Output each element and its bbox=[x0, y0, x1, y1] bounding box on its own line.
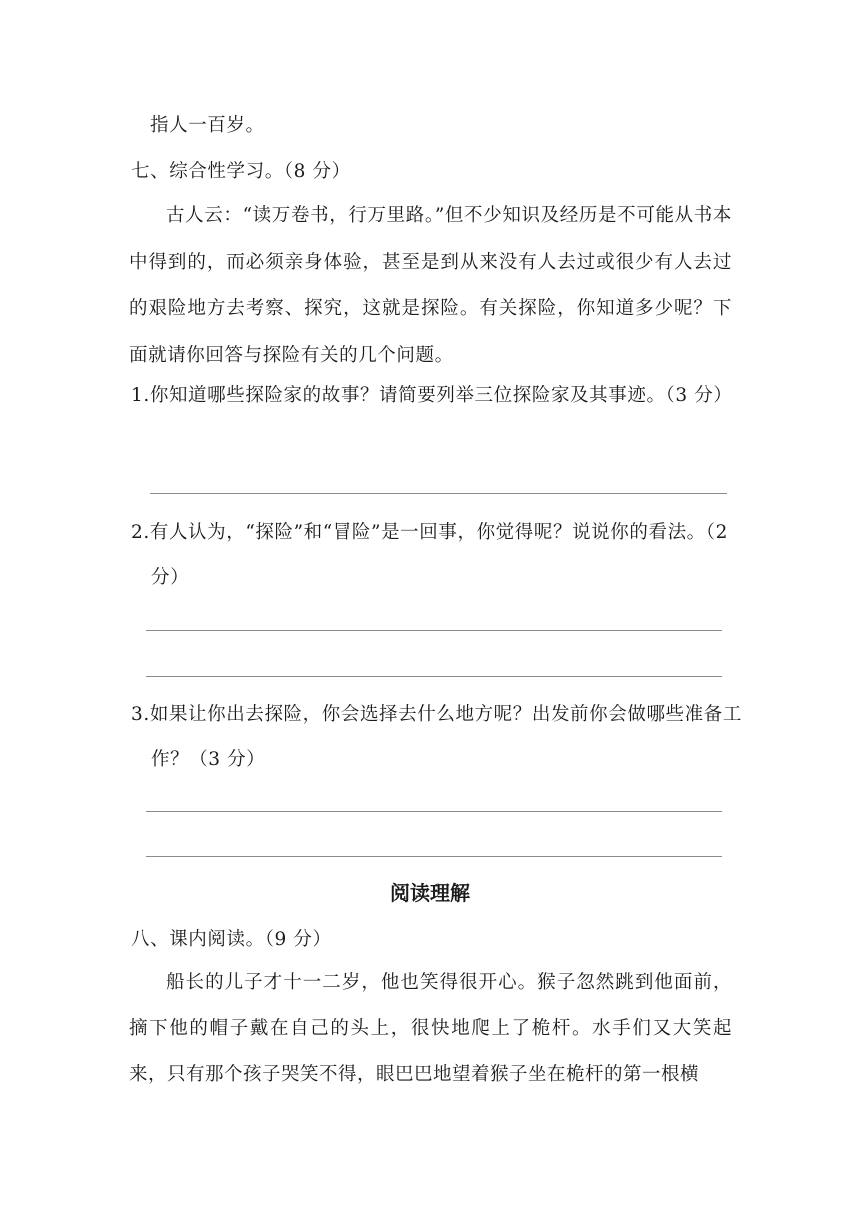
question-3: 3.如果让你出去探险，你会选择去什么地方呢？出发前你会做哪些准备工作？（3 分） bbox=[131, 704, 742, 770]
answer-line-q1[interactable] bbox=[150, 493, 727, 494]
question-1: 1.你知道哪些探险家的故事？请简要列举三位探险家及其事迹。（3 分） bbox=[131, 385, 733, 406]
answer-line-q2-1[interactable] bbox=[146, 630, 722, 631]
section-7-heading: 七、综合性学习。（8 分） bbox=[131, 161, 351, 182]
answer-line-q2-2[interactable] bbox=[146, 676, 722, 677]
section-7-intro-paragraph: 古人云：“读万卷书，行万里路。”但不少知识及经历是不可能从书本中得到的，而必须亲身体验，甚至是到从来没有人去过或很少有人去过的艰险地方去考察、探究，这就是探险。有关探险，你知道多少呢？下面就请你回答与探险有关的几个问题。 bbox=[129, 205, 732, 366]
answer-line-q3-2[interactable] bbox=[146, 856, 722, 857]
section-8-heading: 八、课内阅读。（9 分） bbox=[131, 929, 332, 950]
answer-line-q3-1[interactable] bbox=[146, 811, 722, 812]
reading-comprehension-title: 阅读理解 bbox=[390, 881, 470, 905]
previous-question-fragment: 指人一百岁。 bbox=[150, 115, 265, 136]
section-8-passage: 船长的儿子才十一二岁，他也笑得很开心。猴子忽然跳到他面前，摘下他的帽子戴在自己的头上，很快地爬上了桅杆。水手们又大笑起来，只有那个孩子哭笑不得，眼巴巴地望着猴子坐在桅杆的第一根横 bbox=[129, 972, 732, 1085]
question-2: 2.有人认为，“探险”和“冒险”是一回事，你觉得呢？说说你的看法。（2 分） bbox=[131, 522, 729, 588]
